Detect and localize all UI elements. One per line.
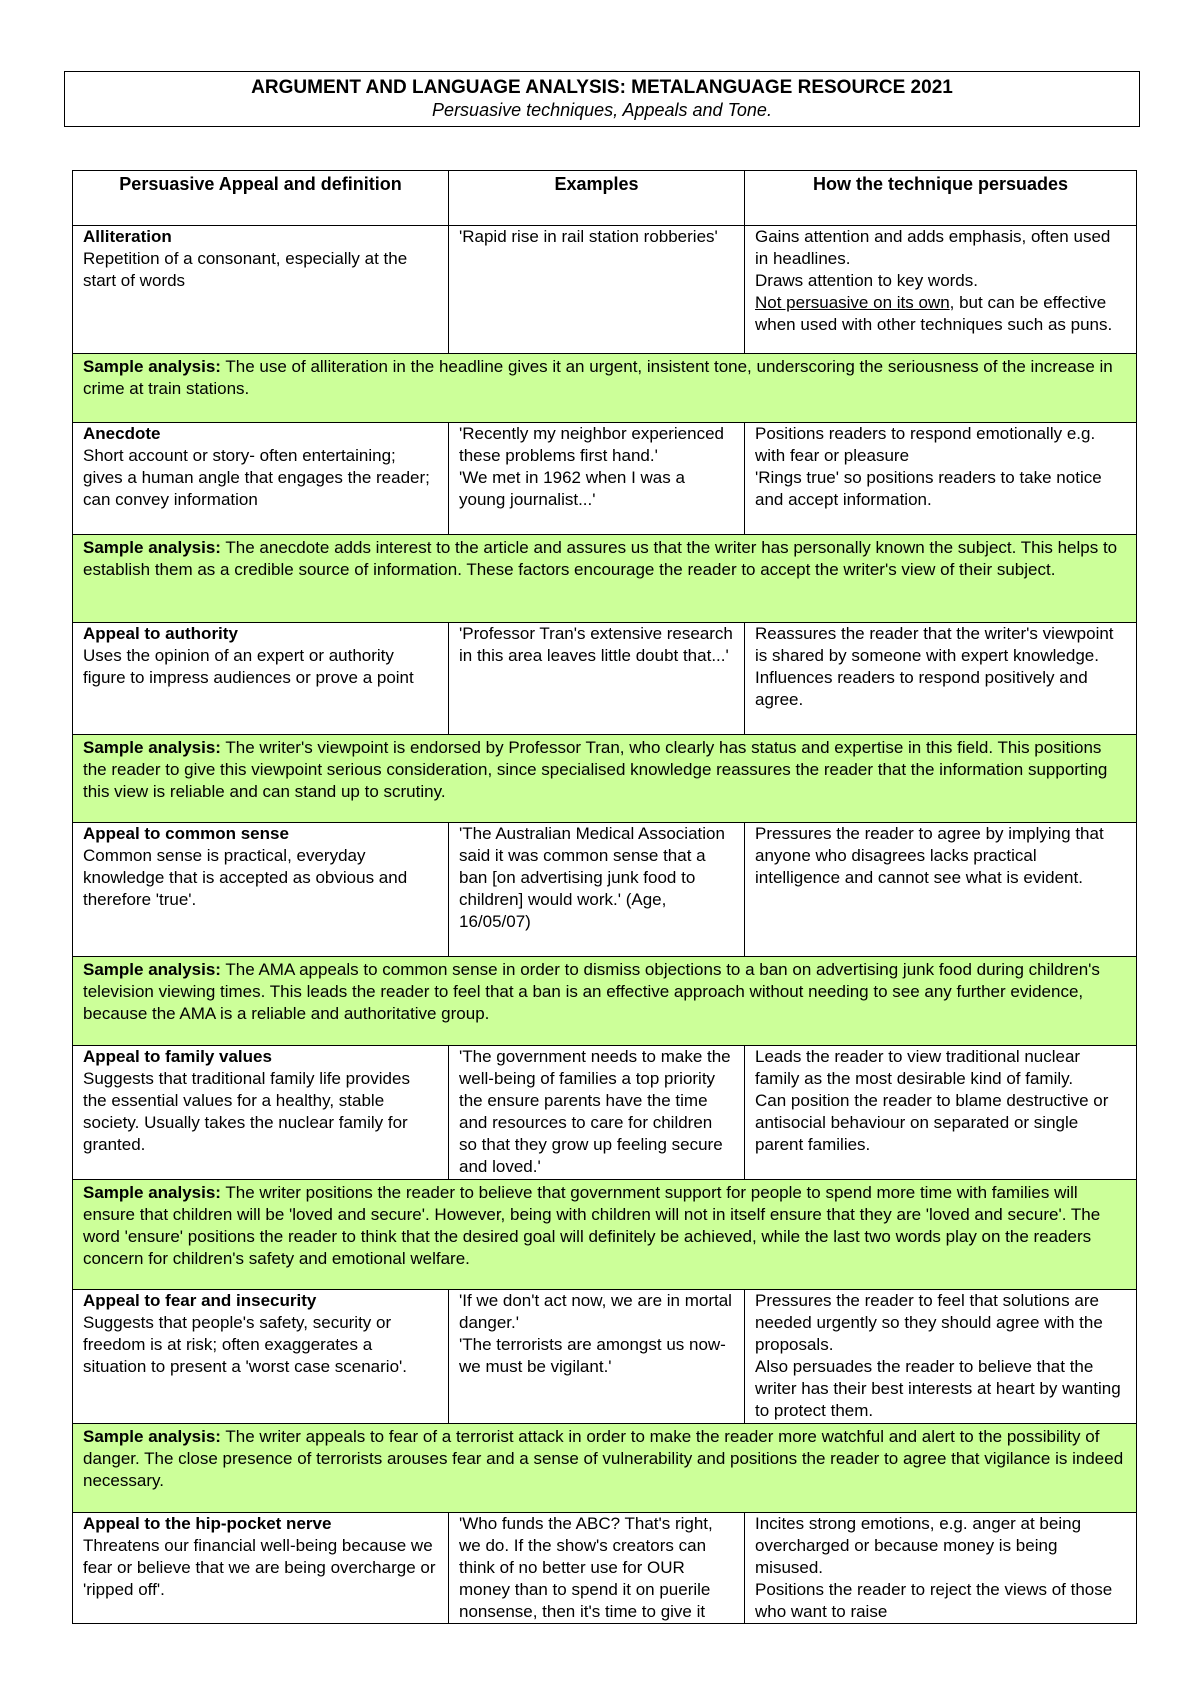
persuades-cell <box>745 1513 1137 1624</box>
persuades-line: Positions readers to respond emotionally e.g. with fear or pleasure <box>755 424 1096 465</box>
persuades-line: Influences readers to respond positively and agree. <box>755 668 1088 709</box>
sample-label: Sample analysis: <box>83 1427 221 1446</box>
example: 'Professor Tran's extensive research in this area leaves little doubt that...' <box>459 624 733 665</box>
appeal-cell <box>73 226 449 354</box>
sample-analysis <box>73 535 1137 623</box>
persuades-cell <box>745 623 1137 735</box>
sample-text: The writer appeals to fear of a terrorist attack in order to make the reader more watchful and alert to the possibility of danger. The close presence of terrorists arouses fear and a sense of vulnerability and positions the reader to agree that vigilance is indeed necessary. <box>83 1427 1124 1490</box>
example: 'We met in 1962 when I was a young journalist...' <box>459 468 685 509</box>
examples-cell <box>449 423 745 535</box>
persuades-cell <box>745 226 1137 354</box>
persuades-line: Also persuades the reader to believe that the writer has their best interests at heart by wanting to protect them. <box>755 1357 1121 1420</box>
persuades-line: Can position the reader to blame destructive or antisocial behaviour on separated or single parent families. <box>755 1091 1109 1154</box>
sample-label: Sample analysis: <box>83 538 221 557</box>
sample-analysis <box>73 957 1137 1046</box>
term: Appeal to family values <box>83 1047 272 1066</box>
persuades-cell <box>745 823 1137 957</box>
examples-cell <box>449 1046 745 1180</box>
sample-analysis-row <box>73 735 1137 823</box>
examples-clip <box>459 1513 734 1623</box>
term: Appeal to authority <box>83 624 238 643</box>
term: Appeal to the hip-pocket nerve <box>83 1514 332 1533</box>
column-header-persuades: How the technique persuades <box>745 171 1137 226</box>
sample-text: The writer positions the reader to believe that government support for people to spend more time with families will ensure that children will be 'loved and secure'. However, being with children will not in itself ensure that they are 'loved and secure'. The word 'ensure' positions the reader to think that the desired goal will definitely be achieved, while the last two words play on the readers concern for children's safety and emotional welfare. <box>83 1183 1101 1268</box>
definition: Short account or story- often entertaining; gives a human angle that engages the reader; can convey information <box>83 446 430 509</box>
example: 'The terrorists are amongst us now- we must be vigilant.' <box>459 1335 726 1376</box>
table-row <box>73 1513 1137 1624</box>
term: Anecdote <box>83 424 161 443</box>
appeal-cell <box>73 1513 449 1624</box>
definition: Suggests that people's safety, security or freedom is at risk; often exaggerates a situation to present a 'worst case scenario'. <box>83 1313 407 1376</box>
persuades-line: Gains attention and adds emphasis, often used in headlines. <box>755 227 1111 268</box>
persuades-after: , but can be effective when used with other techniques such as puns. <box>755 293 1113 334</box>
appeal-cell <box>73 823 449 957</box>
example: 'Rapid rise in rail station robberies' <box>459 227 718 246</box>
metalanguage-table <box>72 170 1137 1624</box>
appeal-cell <box>73 1290 449 1424</box>
example: 'Recently my neighbor experienced these problems first hand.' <box>459 424 725 465</box>
sample-analysis <box>73 1180 1137 1290</box>
sample-text: The AMA appeals to common sense in order to dismiss objections to a ban on advertising junk food during children's television viewing times. This leads the reader to feel that a ban is an effective approach without needing to see any further evidence, because the AMA is a reliable and authoritative group. <box>83 960 1100 1023</box>
term: Appeal to fear and insecurity <box>83 1291 317 1310</box>
sample-label: Sample analysis: <box>83 357 221 376</box>
examples-cell <box>449 823 745 957</box>
term: Appeal to common sense <box>83 824 289 843</box>
table-row <box>73 623 1137 735</box>
sample-analysis-row <box>73 1180 1137 1290</box>
persuades-line: 'Rings true' so positions readers to take notice and accept information. <box>755 468 1102 509</box>
sample-analysis <box>73 735 1137 823</box>
persuades-cell <box>745 423 1137 535</box>
persuades-cell <box>745 1046 1137 1180</box>
persuades-underline: Not persuasive on its own <box>755 293 950 312</box>
sample-analysis-row <box>73 957 1137 1046</box>
sample-analysis-row <box>73 1424 1137 1513</box>
table-row <box>73 1290 1137 1424</box>
appeal-cell <box>73 623 449 735</box>
definition: Common sense is practical, everyday knowledge that is accepted as obvious and therefore 'true'. <box>83 846 408 909</box>
persuades-line: Leads the reader to view traditional nuclear family as the most desirable kind of family. <box>755 1047 1081 1088</box>
sample-text: The writer's viewpoint is endorsed by Professor Tran, who clearly has status and expertise in this field. This positions the reader to give this viewpoint serious consideration, since specialised knowledge reassures the reader that the information supporting this view is reliable and can stand up to scrutiny. <box>83 738 1108 801</box>
sample-label: Sample analysis: <box>83 1183 221 1202</box>
table-row <box>73 1046 1137 1180</box>
document-title-box <box>64 71 1140 127</box>
example: 'Who funds the ABC? That's right, we do. If the show's creators can think of no better use for OUR money than to spend it on puerile nonsense, then it's time to give it <box>459 1514 713 1621</box>
examples-cell <box>449 1290 745 1424</box>
document-title: ARGUMENT AND LANGUAGE ANALYSIS: METALANGUAGE RESOURCE 2021 <box>251 77 953 98</box>
persuades-line: Pressures the reader to feel that solutions are needed urgently so they should agree with the proposals. <box>755 1291 1103 1354</box>
sample-label: Sample analysis: <box>83 738 221 757</box>
example: 'The government needs to make the well-being of families a top priority the ensure parents have the time and resources to care for children so that they grow up feeling secure and loved.' <box>459 1047 731 1176</box>
definition: Suggests that traditional family life provides the essential values for a healthy, stable society. Usually takes the nuclear family for granted. <box>83 1069 410 1154</box>
table-row <box>73 423 1137 535</box>
sample-analysis <box>73 1424 1137 1513</box>
table-row <box>73 226 1137 354</box>
sample-label: Sample analysis: <box>83 960 221 979</box>
persuades-line: Positions the reader to reject the views of those who want to raise <box>755 1580 1113 1621</box>
example: 'The Australian Medical Association said it was common sense that a ban [on advertising junk food to children] would work.' (Age, 16/05/07) <box>459 824 725 931</box>
persuades-line: Draws attention to key words. <box>755 271 978 290</box>
examples-cell <box>449 623 745 735</box>
sample-analysis-row <box>73 354 1137 423</box>
sample-text: The anecdote adds interest to the article and assures us that the writer has personally known the subject. This helps to establish them as a credible source of information. These factors encourage the reader to accept the writer's view of their subject. <box>83 538 1118 579</box>
column-header-examples: Examples <box>449 171 745 226</box>
persuades-line <box>755 292 1126 336</box>
appeal-cell <box>73 423 449 535</box>
definition: Repetition of a consonant, especially at the start of words <box>83 249 408 290</box>
sample-analysis <box>73 354 1137 423</box>
example: 'If we don't act now, we are in mortal danger.' <box>459 1291 732 1332</box>
persuades-line: Reassures the reader that the writer's viewpoint is shared by someone with expert knowledge. <box>755 624 1114 665</box>
column-header-appeal: Persuasive Appeal and definition <box>73 171 449 226</box>
term: Alliteration <box>83 227 172 246</box>
persuades-clip <box>755 1513 1126 1623</box>
definition: Threatens our financial well-being because we fear or believe that we are being overcharge or 'ripped off'. <box>83 1536 436 1599</box>
table-row <box>73 823 1137 957</box>
document-subtitle: Persuasive techniques, Appeals and Tone. <box>432 100 772 120</box>
persuades-line: Incites strong emotions, e.g. anger at being overcharged or because money is being misused. <box>755 1514 1082 1577</box>
examples-cell <box>449 226 745 354</box>
persuades-line: Pressures the reader to agree by implying that anyone who disagrees lacks practical intelligence and cannot see what is evident. <box>755 824 1104 887</box>
table-header-row <box>73 171 1137 226</box>
persuades-cell <box>745 1290 1137 1424</box>
appeal-cell <box>73 1046 449 1180</box>
definition: Uses the opinion of an expert or authority figure to impress audiences or prove a point <box>83 646 414 687</box>
sample-text: The use of alliteration in the headline gives it an urgent, insistent tone, underscoring the seriousness of the increase in crime at train stations. <box>83 357 1113 398</box>
examples-cell <box>449 1513 745 1624</box>
sample-analysis-row <box>73 535 1137 623</box>
